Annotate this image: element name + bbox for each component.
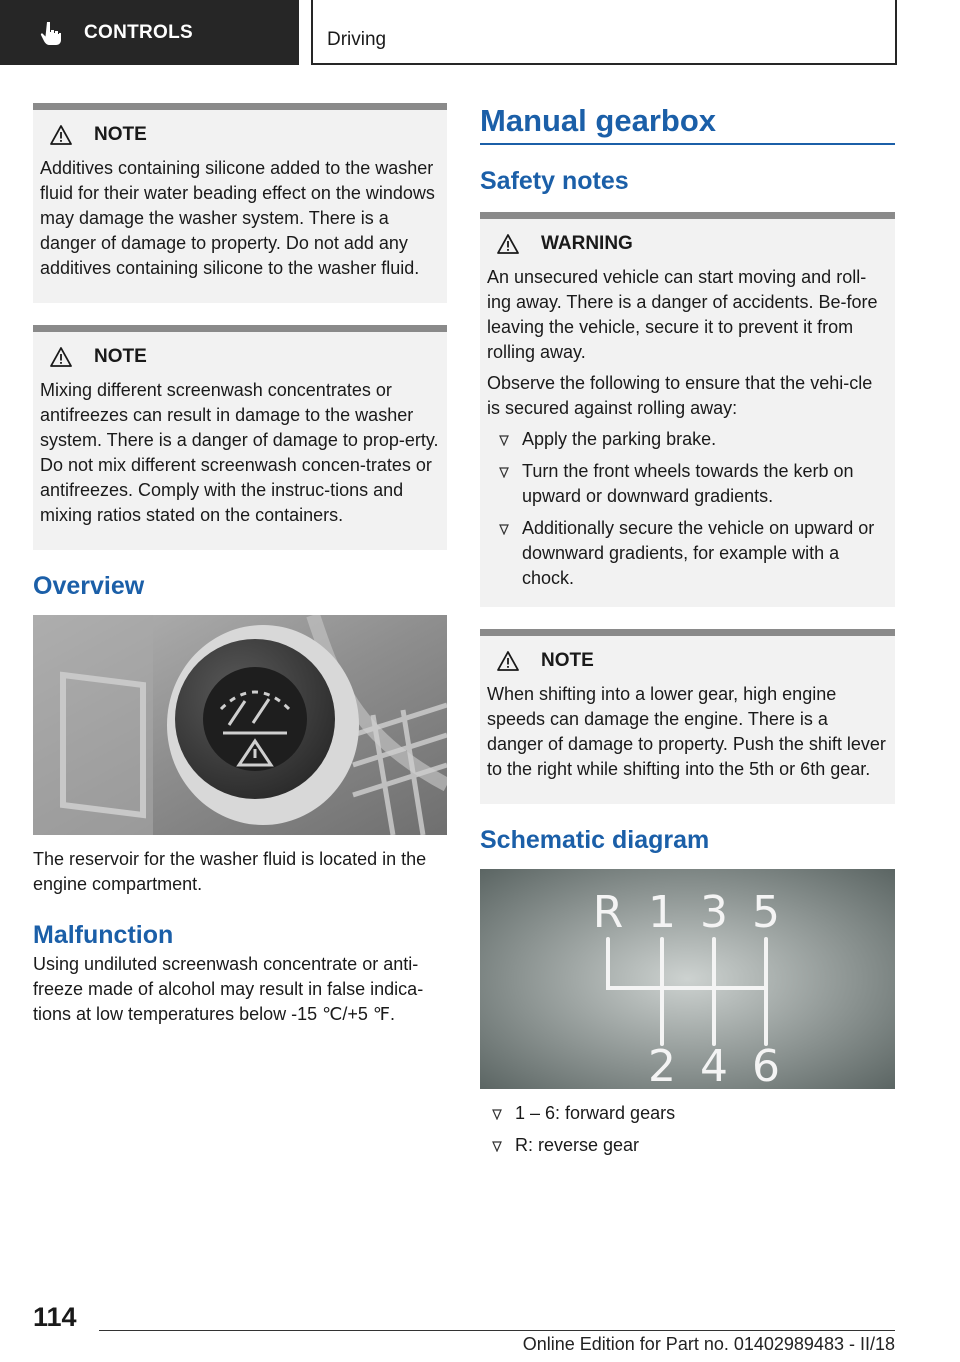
list-item-text: R: reverse gear — [515, 1135, 640, 1155]
gear-label: 3 — [700, 887, 728, 938]
triangle-bullet-icon — [499, 435, 509, 446]
page-title: Manual gearbox — [480, 103, 895, 145]
note-title: NOTE — [541, 650, 594, 671]
left-column — [33, 103, 447, 1027]
section-label: CONTROLS — [84, 21, 194, 43]
warning-triangle-icon — [497, 651, 519, 671]
warning-text: Observe the following to ensure that the vehi-cle is secured against rolling away: — [487, 373, 873, 418]
hand-pointer-icon — [38, 20, 64, 46]
note-text: Additives containing silicone added to the washer fluid for their water beading effect on the windows may damage the washer system. There is a danger of damage to property. Do not add any additives containing silicone to the washer fluid. — [40, 158, 435, 278]
malfunction-text: Using undiluted screenwash concentrate or anti-freeze made of alcohol may result in false indica-tions at low temperatures below -15 ℃/+5 ℉. — [33, 954, 424, 1024]
washer-fluid-cap-image — [33, 615, 447, 835]
list-item-text: Apply the parking brake. — [522, 429, 717, 449]
gear-label: 1 — [648, 887, 676, 938]
gear-schematic — [480, 869, 895, 1089]
note-box — [33, 325, 447, 550]
malfunction-heading: Malfunction — [33, 921, 174, 949]
list-item-text: 1 – 6: forward gears — [515, 1103, 676, 1123]
overview-heading: Overview — [33, 572, 145, 600]
schematic-heading: Schematic diagram — [480, 826, 710, 854]
section-tab — [0, 0, 299, 65]
warning-text: An unsecured vehicle can start moving and roll-ing away. There is a danger of accidents. Be-fore leaving the vehicle, secure it to prevent it from rolling away. — [487, 267, 878, 362]
washer-reservoir-photo — [33, 615, 447, 835]
warning-title: WARNING — [541, 233, 633, 254]
right-column — [480, 103, 895, 1165]
list-item-text: Additionally secure the vehicle on upward or downward gradients, for example with a chock. — [522, 518, 875, 588]
note-title: NOTE — [94, 124, 147, 145]
gear-label: 4 — [700, 1041, 728, 1089]
note-box — [480, 629, 895, 804]
triangle-bullet-icon — [499, 524, 509, 535]
edition-text: Online Edition for Part no. 01402989483 - II/18 — [522, 1334, 895, 1354]
note-title: NOTE — [94, 346, 147, 367]
gear-label: 2 — [648, 1041, 676, 1089]
note-box — [33, 103, 447, 303]
gear-shift-pattern — [480, 869, 895, 1089]
list-item — [487, 516, 887, 591]
list-item — [480, 1133, 895, 1158]
triangle-bullet-icon — [499, 467, 509, 478]
chapter-header — [311, 0, 897, 65]
gear-legend — [480, 1101, 895, 1158]
gear-label: 6 — [752, 1041, 780, 1089]
gear-label: 5 — [752, 887, 780, 938]
overview-caption: The reservoir for the washer fluid is located in the engine compartment. — [33, 849, 427, 894]
warning-triangle-icon — [497, 234, 519, 254]
list-item-text: Turn the front wheels towards the kerb on upward or downward gradients. — [522, 461, 854, 506]
safety-notes-heading: Safety notes — [480, 167, 629, 195]
gear-label: R — [592, 887, 624, 938]
footer-divider — [99, 1330, 895, 1331]
note-text: When shifting into a lower gear, high engine speeds can damage the engine. There is a danger of damage to property. Push the shift lever to the right while shifting into the 5th or 6th gear. — [487, 684, 886, 779]
warning-triangle-icon — [50, 347, 72, 367]
triangle-bullet-icon — [492, 1109, 502, 1120]
note-text: Mixing different screenwash concentrates or antifreezes can result in damage to the washer system. There is a danger of damage to prop-erty. Do not mix different screenwash concen-trates or antifreezes. Comply with the instruc-tions and mixing ratios stated on the containers. — [40, 380, 439, 525]
warning-box — [480, 212, 895, 607]
list-item — [487, 427, 887, 452]
warning-triangle-icon — [50, 125, 72, 145]
warning-list — [487, 427, 887, 591]
list-item — [480, 1101, 895, 1126]
page-number: 114 — [33, 1302, 77, 1332]
chapter-label: Driving — [327, 29, 387, 50]
list-item — [487, 459, 887, 509]
triangle-bullet-icon — [492, 1141, 502, 1152]
